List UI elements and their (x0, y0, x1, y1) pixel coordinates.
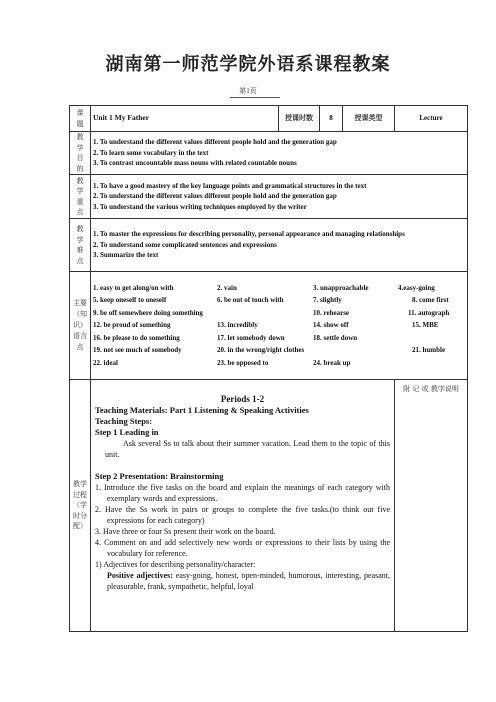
keyword: 7. slightly (313, 296, 342, 305)
hours-value: 8 (320, 106, 343, 132)
focus-item: 1. To have a good mastery of the key language points and grammatical structures in the text (93, 181, 367, 190)
keyword (398, 332, 465, 344)
difficult-item: 3. Summarize the text (93, 251, 159, 260)
step2-item: 1. Introduce the five tasks on the board and explain the meanings of each category with exemplary words and expressions. (95, 482, 390, 503)
step2-item: 2. Have the Ss work in pairs or groups to complete the five tasks.(to think out five expressions for each category) (95, 504, 390, 525)
process-row (70, 380, 468, 632)
keyword: 1. easy to get along/on with (93, 284, 174, 293)
keyword: 2. vain (217, 284, 237, 293)
difficult-item: 1. To master the expressions for describing personality, personal appearance and managing relationships (93, 230, 405, 239)
page-number: 第1页 (239, 87, 257, 95)
topic-label: 课 题 (70, 106, 91, 132)
keyword (313, 344, 398, 356)
steps-heading: Teaching Steps: (95, 415, 153, 426)
focus-label: 教 学 重 点 (70, 175, 91, 219)
keyword (217, 307, 313, 319)
difficult-item: 2. To understand some complicated sentences and expressions (93, 240, 277, 249)
step1-text: Ask several Ss to talk about their summer vacation. Lead them to the topic of this unit. (105, 438, 390, 459)
step1-heading: Step 1 Leading in (95, 426, 159, 437)
aims-label: 教 学 目 的 (70, 132, 91, 175)
keyword: 22. ideal (93, 358, 118, 367)
adjectives-heading: 1) Adjectives for describing personality/character: (95, 559, 256, 569)
difficult-label: 教 学 难 点 (70, 219, 91, 272)
keyword: 17. let somebody down (217, 333, 285, 342)
type-value: Lecture (395, 106, 468, 132)
focus-content (91, 175, 468, 219)
keyword: 12. be proud of something (93, 321, 171, 330)
keyword: 23. be opposed to (217, 358, 269, 367)
materials-heading: Teaching Materials: Part 1 Listening & Speaking Activities (95, 404, 309, 415)
type-label: 授课类型 (343, 106, 395, 132)
keyword: 18. settle down (313, 333, 358, 342)
positive-adjectives (95, 570, 390, 592)
keyword: 11. autograph (408, 308, 450, 317)
positive-label: Positive adjectives: (107, 570, 173, 580)
step2-heading: Step 2 Presentation: Brainstorming (95, 470, 224, 481)
keyword: 16. be please to do something (93, 333, 180, 342)
aims-row (70, 132, 468, 175)
keyword (398, 357, 465, 369)
process-label: 教学过程（学时分配） (70, 380, 91, 632)
periods-heading: Periods 1-2 (220, 394, 265, 404)
focus-row (70, 175, 468, 219)
step2-item: 3. Have three or four Ss present their work on the board. (95, 526, 276, 536)
difficult-content (91, 219, 468, 272)
keyword: 6. be out of touch with (217, 296, 284, 305)
focus-item: 2. To understand the different values different people hold and the generation gap (93, 192, 337, 201)
keyword: 8. come first (412, 296, 449, 305)
keywords-grid (93, 282, 465, 369)
keyword: 15. MBE (412, 321, 439, 330)
keyword: 9. be off somewhere doing something (93, 308, 203, 317)
difficult-row (70, 219, 468, 272)
topic-value: Unit 1 My Father (91, 106, 279, 132)
keyword: 21. humble (412, 346, 446, 355)
lesson-plan-table (69, 105, 468, 632)
keyword: 24. break up (313, 358, 351, 367)
aims-item: 2. To learn some vocabulary in the text (93, 148, 209, 157)
keyword: 5. keep oneself to oneself (93, 296, 167, 305)
keywords-content (91, 272, 468, 380)
keywords-label: 主要（知识）语言点 (70, 272, 91, 380)
page-title: 湖南第一师范学院外语系课程教案 (105, 54, 391, 75)
keyword: 4.easy-going (398, 284, 435, 293)
aims-item: 1. To understand the different values different people hold and the generation gap (93, 138, 337, 147)
keyword: 10. rehearse (313, 308, 350, 317)
process-content (91, 380, 395, 632)
topic-row (70, 106, 468, 132)
keyword: 19. not see much of somebody (93, 346, 182, 355)
step2-item: 4. Comment on and add selectively new words or expressions to their lists by using the vocabulary for reference. (95, 537, 390, 558)
aims-item: 3. To contrast uncountable mass nouns with related countable nouns (93, 159, 297, 168)
keyword: 13. incredibly (217, 321, 258, 330)
keyword: 14. show off (313, 321, 349, 330)
positive-words: easy-going, honest, open-minded, humorous, interesting, peasant, pleasurable, frank, sympathetic, helpful, loyal (107, 570, 390, 591)
keywords-row (70, 272, 468, 380)
keyword: 20. in the wrong/right clothes (217, 346, 305, 355)
focus-item: 3. To understand the various writing techniques employed by the writer (93, 202, 307, 211)
aims-content (91, 132, 468, 175)
keyword: 3. unapproachable (313, 284, 369, 293)
hours-label: 授课时数 (279, 106, 320, 132)
page-divider (230, 97, 280, 98)
side-notes: 附 记 或 教学说明 (395, 380, 468, 632)
